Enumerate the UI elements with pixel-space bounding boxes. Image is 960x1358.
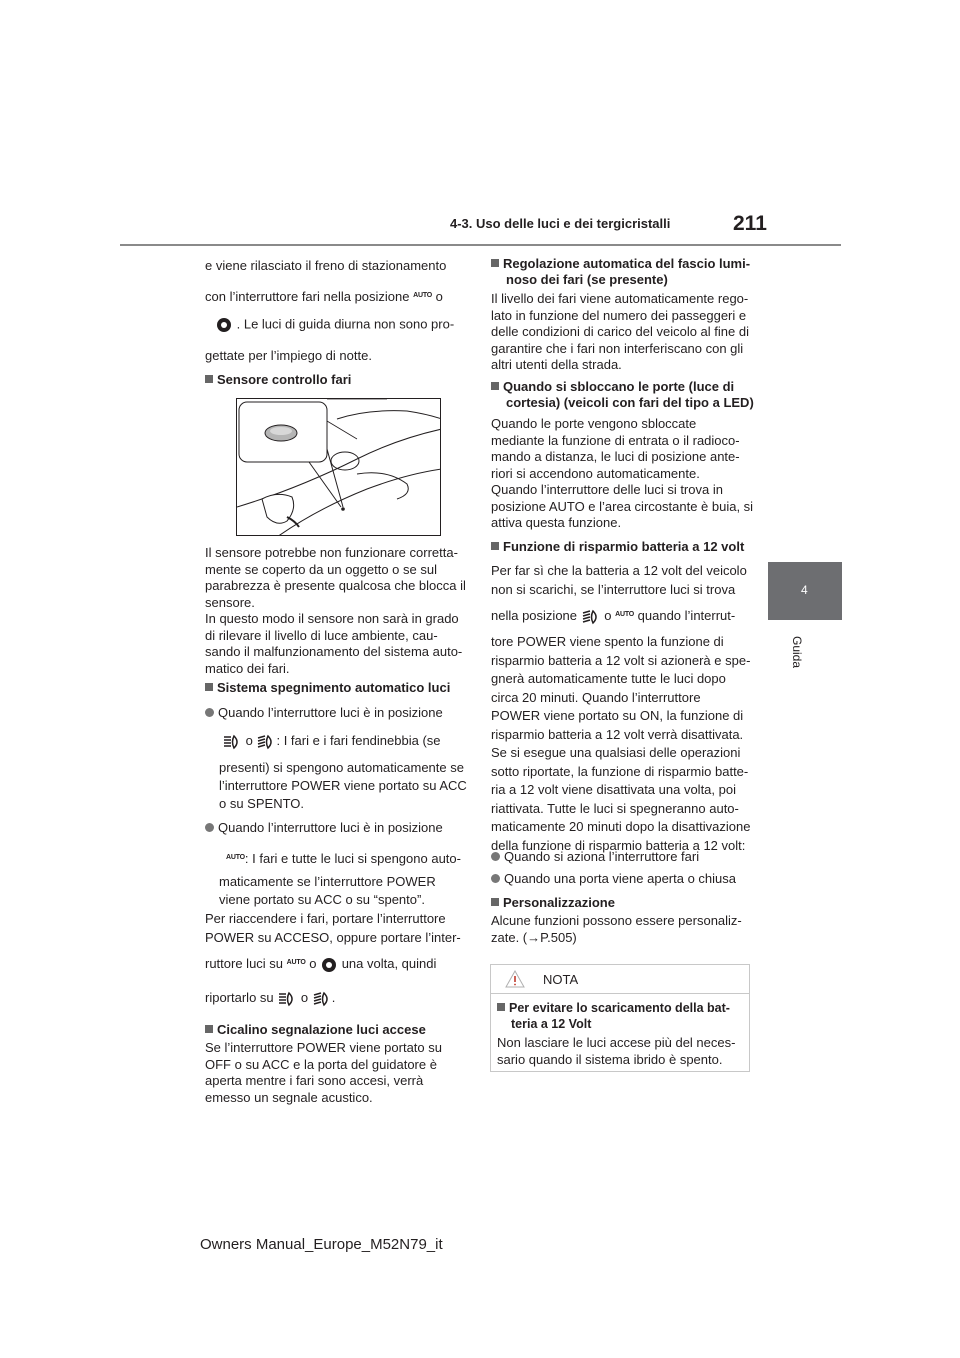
square-bullet xyxy=(205,375,213,383)
chapter-label: Guida xyxy=(790,636,804,669)
text-line: gettate per l’impiego di notte. xyxy=(205,348,372,363)
text-line: nella posizione o $^{AUTO}$ quando l’interrut- xyxy=(491,608,736,623)
square-bullet xyxy=(491,382,499,390)
heading-sensore: Sensore controllo fari xyxy=(205,372,351,388)
auto-icon: AUTO xyxy=(226,854,245,861)
text-line: con l’interruttore fari nella posizione $^{AUTO}$ o xyxy=(205,289,443,304)
bullet-item: Quando l’interruttore luci è in posizione xyxy=(205,705,443,721)
heading-spegnimento: Sistema spegnimento automatico luci xyxy=(205,680,450,696)
square-bullet xyxy=(491,898,499,906)
heading-cicalino: Cicalino segnalazione luci accese xyxy=(205,1022,426,1038)
low-beam-icon xyxy=(581,609,601,625)
round-bullet xyxy=(205,823,214,832)
text-line: . Le luci di guida diurna non sono pro- xyxy=(215,316,454,334)
round-bullet xyxy=(205,708,214,717)
header-rule xyxy=(120,244,841,246)
cicalino-text: Se l’interruttore POWER viene portato su OFF o su ACC e la porta del guidatore è aperta mentre i fari sono accesi, verrà emesso un segnale acustico. xyxy=(205,1040,442,1105)
text-line: riportarlo su o . xyxy=(205,990,336,1005)
heading-batteria: Funzione di risparmio batteria a 12 volt xyxy=(491,539,744,555)
personalizzazione-text: Alcune funzioni possono essere personaliz- zate. (→P.505) xyxy=(491,913,742,945)
footer-text: Owners Manual_Europe_M52N79_it xyxy=(200,1236,443,1253)
note-heading: Per evitare lo scaricamento della bat- teria a 12 Volt xyxy=(497,1000,747,1032)
low-beam-icon xyxy=(312,991,332,1007)
note-title: NOTA xyxy=(543,972,579,987)
note-box xyxy=(490,964,750,1072)
text-line: viene portato su ACC o su “spento”. xyxy=(219,892,425,907)
drl-icon xyxy=(215,316,233,334)
sensore-text: Il sensore potrebbe non funzionare corretta- mente se coperto da un oggetto o se sul parabrezza è presente qualcosa che blocca il sensore. In questo modo il sensore non sarà in grado di rilevare il livello di luce ambiente, cau- sando il malfunzionamento del sistema auto- matico dei fari. xyxy=(205,545,466,676)
text-line: o su SPENTO. xyxy=(219,796,305,811)
auto-icon: AUTO xyxy=(413,292,433,299)
drl-icon xyxy=(320,956,338,974)
heading-regolazione: Regolazione automatica del fascio lumi- noso dei fari (se presente) xyxy=(491,256,761,288)
round-bullet xyxy=(491,852,500,861)
square-bullet xyxy=(497,1003,505,1011)
batteria-text: tore POWER viene spento la funzione di risparmio batteria a 12 volt si azionerà e spe- gnerà automaticamente tutte le luci dopo circa 20 minuti. Quando l’interruttore POWER viene portato su ON, la funzione di risparmio batteria a 12 volt verrà disattivata. Se si esegue una qualsiasi delle operazioni sotto riportate, la funzione di risparmio batte- ria a 12 volt viene disattivata una volta, poi riattivata. Tutte le luci si spegneranno auto- maticamente 20 minuti dopo la disattivazione della funzione di risparmio batteria a 12 volt: xyxy=(491,634,751,853)
low-beam-icon xyxy=(256,734,276,750)
bullet-item: Quando si aziona l’interruttore fari xyxy=(491,849,699,865)
sensor-illustration xyxy=(236,398,441,536)
note-title-bar xyxy=(491,965,749,994)
heading-porte: Quando si sbloccano le porte (luce di cortesia) (veicoli con fari del tipo a LED) xyxy=(491,379,761,411)
square-bullet xyxy=(491,542,499,550)
text-line: non si scarichi, se l’interruttore luci si trova xyxy=(491,582,736,597)
square-bullet xyxy=(205,1025,213,1033)
headlight-icon xyxy=(222,734,242,750)
headlight-icon xyxy=(277,991,297,1007)
chapter-tab xyxy=(768,562,842,620)
text-line: $^{AUTO}$: I fari e tutte le luci si spengono auto- xyxy=(226,851,461,866)
note-text: Non lasciare le luci accese più del neces- sario quando il sistema ibrido è spento. xyxy=(497,1035,736,1067)
auto-icon: AUTO xyxy=(615,611,635,618)
text-line: ruttore luci su $^{AUTO}$ o una volta, quindi xyxy=(205,955,436,974)
section-title: 4-3. Uso delle luci e dei tergicristalli xyxy=(450,216,671,231)
text-line: Per far sì che la batteria a 12 volt del veicolo xyxy=(491,563,747,578)
text-line: Per riaccendere i fari, portare l’interruttore xyxy=(205,911,446,926)
text-line: presenti) si spengono automaticamente se xyxy=(219,760,464,775)
text-line: o : I fari e i fari fendinebbia (se xyxy=(222,733,441,750)
text-line: POWER su ACCESO, oppure portare l’inter- xyxy=(205,930,461,945)
text-line: l’interruttore POWER viene portato su ACC xyxy=(219,778,467,793)
bullet-item: Quando una porta viene aperta o chiusa xyxy=(491,871,736,887)
warning-icon xyxy=(505,970,525,988)
auto-icon: AUTO xyxy=(286,959,306,966)
porte-text-2: Quando l’interruttore delle luci si trova in posizione AUTO e l’area circostante è buia, si attiva questa funzione. xyxy=(491,482,754,530)
bullet-item: Quando l’interruttore luci è in posizione xyxy=(205,820,443,836)
regolazione-text: Il livello dei fari viene automaticamente rego- lato in funzione del numero dei passeggeri e delle condizioni di carico del veicolo al fine di garantire che i fari non interferiscano con gli altri utenti della strada. xyxy=(491,291,749,372)
chapter-number: 4 xyxy=(801,583,808,597)
square-bullet xyxy=(491,259,499,267)
text-line: maticamente se l’interruttore POWER xyxy=(219,874,436,889)
page-number: 211 xyxy=(733,212,767,235)
car-dashboard-drawing xyxy=(237,399,441,536)
square-bullet xyxy=(205,683,213,691)
text-line: e viene rilasciato il freno di stazionamento xyxy=(205,258,447,273)
porte-text: Quando le porte vengono sbloccate mediante la funzione di entrata o il radioco- mando a distanza, le luci di posizione ante- riori si accendono automaticamente. xyxy=(491,416,740,481)
heading-personalizzazione: Personalizzazione xyxy=(491,895,615,911)
round-bullet xyxy=(491,874,500,883)
